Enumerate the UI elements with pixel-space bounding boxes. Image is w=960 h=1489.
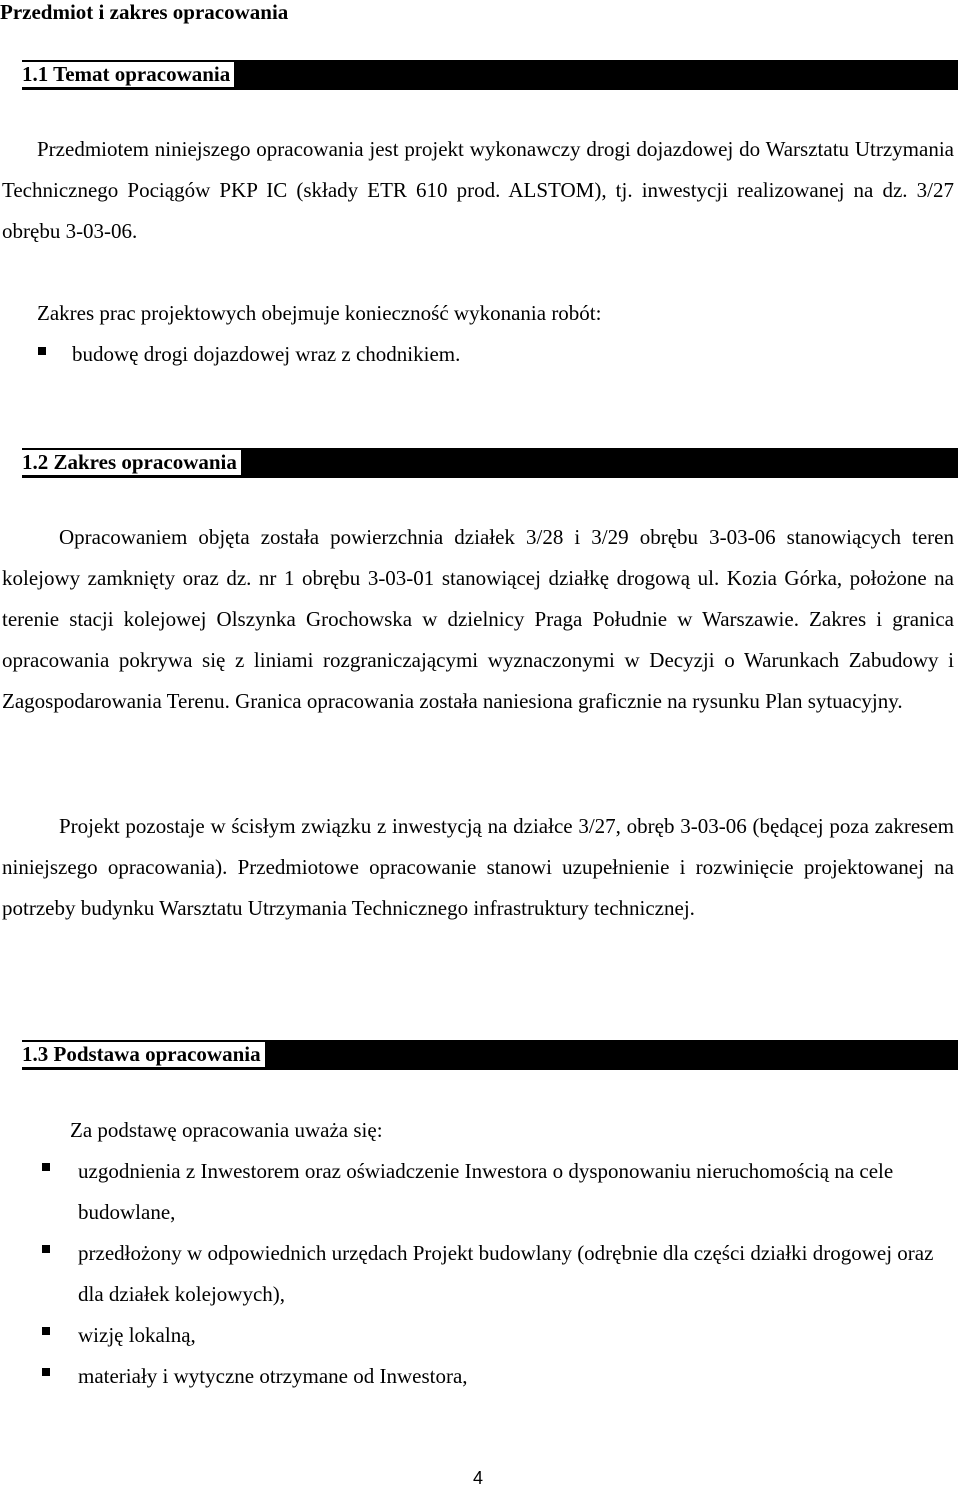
- section-heading-1-3-text: 1.3 Podstawa opracowania: [22, 1042, 265, 1068]
- section-heading-1-1: [22, 60, 958, 90]
- bullet-square-icon: [38, 347, 46, 355]
- paragraph-1-3-intro: Za podstawę opracowania uważa się:: [70, 1118, 383, 1142]
- bullet-square-icon: [42, 1368, 50, 1376]
- list-item: uzgodnienia z Inwestorem oraz oświadczenie Inwestora o dysponowaniu nieruchomością na cele budowlane,: [78, 1159, 894, 1224]
- paragraph-1-2-relation: Projekt pozostaje w ścisłym związku z inwestycją na działce 3/27, obręb 3-03-06 (będącej poza zakresem niniejszego opracowania). Przedmiotowe opracowanie stanowi uzupełnienie i rozwinięcie projektowanej na potrzeby budynku Warsztatu Utrzymania Technicznego infrastruktury technicznej.: [2, 814, 954, 920]
- section-heading-1-2-text: 1.2 Zakres opracowania: [22, 450, 241, 476]
- list-item: materiały i wytyczne otrzymane od Inwestora,: [78, 1364, 468, 1388]
- paragraph-1-1-intro: Przedmiotem niniejszego opracowania jest projekt wykonawczy drogi dojazdowej do Warsztatu Utrzymania Technicznego Pociągów PKP IC (składy ETR 610 prod. ALSTOM), tj. inwestycji realizowanej na dz. 3/27 obrębu 3-03-06.: [2, 137, 954, 243]
- bullet-square-icon: [42, 1245, 50, 1253]
- list-item: przedłożony w odpowiednich urzędach Projekt budowlany (odrębnie dla części działki drogowej oraz dla działek kolejowych),: [78, 1241, 934, 1306]
- paragraph-1-2-area: Opracowaniem objęta została powierzchnia działek 3/28 i 3/29 obrębu 3-03-06 stanowiących teren kolejowy zamknięty oraz dz. nr 1 obrębu 3-03-01 stanowiącej działkę drogową ul. Kozia Górka, położone na terenie stacji kolejowej Olszynka Grochowska w dzielnicy Praga Południe w Warszawie. Zakres i granica opracowania pokrywa się z liniami rozgraniczającymi wyznaczonymi w Decyzji o Warunkach Zabudowy i Zagospodarowania Terenu. Granica opracowania została naniesiona graficznie na rysunku Plan sytuacyjny.: [2, 525, 954, 713]
- paragraph-1-1-scope: Zakres prac projektowych obejmuje konieczność wykonania robót:: [37, 301, 602, 325]
- bullet-square-icon: [42, 1327, 50, 1335]
- section-heading-1-3: [22, 1040, 958, 1070]
- bullet-square-icon: [42, 1163, 50, 1171]
- section-heading-1-1-text: 1.1 Temat opracowania: [22, 62, 234, 88]
- list-item: wizję lokalną,: [78, 1323, 196, 1347]
- section-heading-1-2: [22, 448, 958, 478]
- document-title: Przedmiot i zakres opracowania: [0, 0, 289, 24]
- page-number: 4: [473, 1468, 484, 1488]
- list-item: budowę drogi dojazdowej wraz z chodnikiem.: [72, 342, 461, 366]
